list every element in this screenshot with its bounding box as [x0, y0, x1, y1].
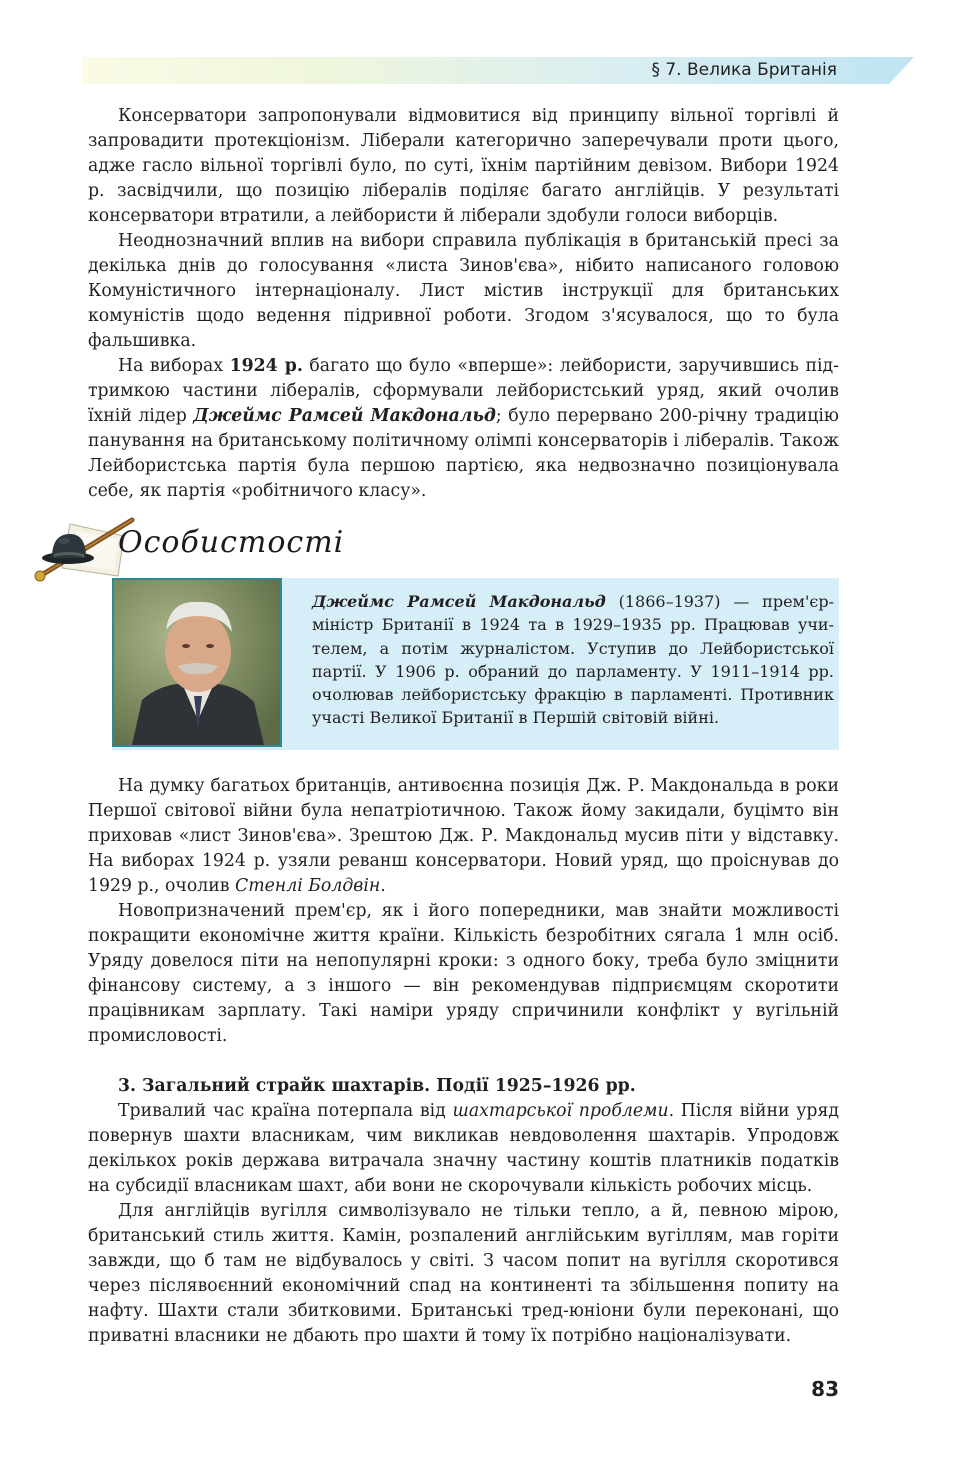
biography-body: (1866–1937) — прем'єр-міністр Британії в 1924 та в 1929–1935 рр. Працював учителем, а потім журналістом. Уступив до Лейбористської партії. У 1906 р. обраний до парламенту. У 1911–1914 рр. очолював лейбористську фракцію в парламенті. Противник участі Великої Британії в Першій світовій війні. — [312, 592, 834, 728]
paragraph-miners-problem — [88, 1099, 839, 1199]
text-run: багато що було «вперше»: лейбористи, заручившись підтримкою частини лібералів, сформували лейбористський уряд, який очолив їхній лідер — [88, 356, 839, 426]
text-run: Тривалий час країна потерпала від — [118, 1101, 453, 1121]
paragraph: Новопризначений прем'єр, як і його попередники, мав знайти можливості покращити економічне життя країни. Кількість безробітних сягала 1 млн осіб. Уряду довелося піти на непопулярні кроки: з одного боку, треба було зміцнити фінансову систему, а з іншого — він рекомендував підприємцям скоротити працівникам зарплату. Такі наміри уряду спричинили конфлікт у вугільній промисловості. — [88, 901, 839, 1046]
italic-term: шахтарської проблеми — [452, 1101, 669, 1121]
text-run: На думку багатьох британців, антивоєнна позиція Дж. Р. Макдональда в роки Першої світової війни була непатріотичною. Також йому закидали, буцімто він приховав «лист Зинов'єва». Зрештою Дж. Р. Макдональд мусив піти у відставку. На виборах 1924 р. узяли реванш консерватори. Новий уряд, що проіснував до 1929 р., очолив — [88, 776, 839, 896]
paragraph: Консерватори запропонували відмовитися від принципу вільної торгівлі й запровадити протекціонізм. Ліберали категорично заперечували проти цього, адже гасло вільної торгівлі було, по суті, їхнім партійним девізом. Вибори 1924 р. засвідчили, що позицію лібералів поділяє багато англійців. У результаті консерватори втратили, а лейбористи й ліберали здобули голоси виборців. — [88, 106, 839, 226]
page-number: 83 — [811, 1377, 839, 1401]
section-label: Особистості — [118, 525, 345, 560]
biography-text — [312, 590, 834, 730]
text-run: . — [380, 876, 386, 896]
running-header-title: § 7. Велика Британія — [651, 60, 837, 80]
section-heading: 3. Загальний страйк шахтарів. Події 1925–1926 рр. — [118, 1076, 636, 1096]
paragraph: Для англійців вугілля символізувало не тільки тепло, а й, певною мірою, британський стиль життя. Камін, розпалений англійським вугіллям, мав горіти завжди, що б там не відбувалось у світі. З часом попит на вугілля скоротився через післявоєнний економічний спад на континенті та збільшення попиту на нафту. Шахти стали збитковими. Британські тред-юніони були переконані, що приватні власники не дбають про шахти й тому їх потрібно націоналізувати. — [88, 1201, 839, 1346]
text-run: На виборах — [118, 356, 230, 376]
intro-text — [88, 104, 839, 504]
text-run: . Після війни уряд повернув шахти власникам, чим викликав невдоволення шахтарів. Упродовж декількох років держава витрачала значну частину коштів платників податків на субсидії власникам шахт, аби вони не скорочували кількість робочих місць. — [88, 1101, 839, 1196]
biography-name: Джеймс Рамсей Макдональд — [312, 592, 606, 611]
portrait-image — [112, 578, 282, 747]
bold-year: 1924 р. — [229, 356, 303, 376]
text-run: ; було перервано 200-річну традицію панування на британському політичному олімпі консерваторів і лібералів. Також Лейбористська партія була першою партією, яка недвозначно позиціонувала себе, як партія «робітничого класу». — [88, 406, 839, 501]
bold-italic-name: Джеймс Рамсей Макдональд — [193, 406, 496, 426]
italic-name: Стенлі Болдвін — [234, 876, 381, 896]
section-3 — [88, 1074, 839, 1349]
paragraph-1924-elections — [88, 354, 839, 504]
main-text-continued — [88, 774, 839, 1049]
paragraph-macdonald-resignation — [88, 774, 839, 899]
paragraph: Неоднозначний вплив на вибори справила публікація в британській пресі за декілька днів до голосування «листа Зинов'єва», нібито написаного головою Комуністичного інтернаціоналу. Лист містив інструкції для британських комуністів щодо ведення підривної роботи. Згодом з'ясувалося, що то була фальшивка. — [88, 231, 839, 351]
